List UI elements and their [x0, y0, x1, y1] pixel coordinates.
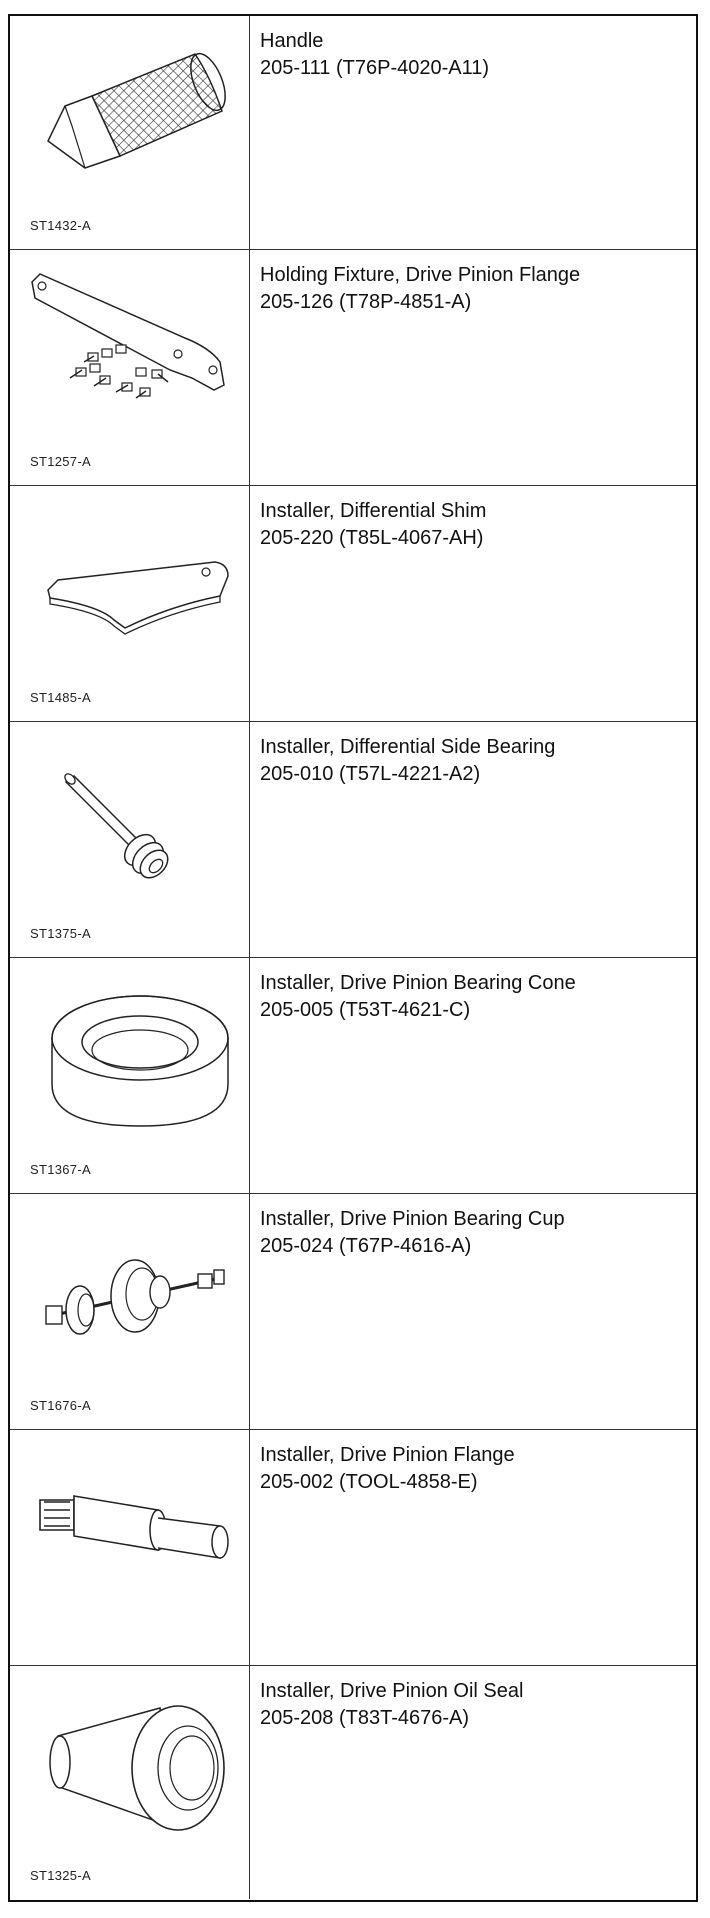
tool-illustration-cell — [10, 16, 250, 249]
handle-icon — [10, 16, 250, 216]
oil-seal-installer-icon — [10, 1666, 250, 1866]
tool-description-cell — [250, 1194, 696, 1429]
tool-number: 205-024 (T67P-4616-A) — [260, 1235, 472, 1257]
tool-number: 205-208 (T83T-4676-A) — [260, 1707, 470, 1729]
shim-installer-icon — [10, 486, 250, 686]
tool-name: Handle — [260, 30, 324, 52]
tool-illustration-cell — [10, 722, 250, 957]
tool-name: Installer, Drive Pinion Bearing Cone — [260, 972, 576, 994]
illustration-code: ST1676-A — [30, 1398, 91, 1413]
tool-name: Installer, Differential Shim — [260, 500, 487, 522]
table-row — [10, 485, 696, 721]
table-row — [10, 1665, 696, 1899]
table-row — [10, 1193, 696, 1429]
tool-name: Installer, Differential Side Bearing — [260, 736, 556, 758]
tool-number: 205-220 (T85L-4067-AH) — [260, 527, 484, 549]
tool-illustration-cell — [10, 250, 250, 485]
flange-installer-icon — [10, 1430, 250, 1630]
tool-number: 205-005 (T53T-4621-C) — [260, 999, 471, 1021]
tool-number: 205-111 (T76P-4020-A11) — [260, 57, 490, 79]
illustration-code: ST1257-A — [30, 454, 91, 469]
tool-illustration-cell — [10, 486, 250, 721]
table-row — [10, 957, 696, 1193]
tool-illustration-cell — [10, 1430, 250, 1665]
tool-illustration-cell — [10, 958, 250, 1193]
illustration-code: ST1375-A — [30, 926, 91, 941]
bearing-cup-installer-icon — [10, 1194, 250, 1394]
tool-description-cell — [250, 722, 696, 957]
illustration-code: ST1367-A — [30, 1162, 91, 1177]
table-row — [10, 1429, 696, 1665]
holding-fixture-icon — [10, 250, 250, 450]
table-row — [10, 249, 696, 485]
illustration-code: ST1325-A — [30, 1868, 91, 1883]
tool-description-cell — [250, 16, 696, 249]
illustration-code: ST1485-A — [30, 690, 91, 705]
tool-name: Installer, Drive Pinion Oil Seal — [260, 1680, 524, 1702]
tool-illustration-cell — [10, 1666, 250, 1899]
tool-name: Installer, Drive Pinion Bearing Cup — [260, 1208, 565, 1230]
illustration-code: ST1432-A — [30, 218, 91, 233]
tool-description-cell — [250, 1666, 696, 1899]
table-row — [10, 721, 696, 957]
tool-description-cell — [250, 958, 696, 1193]
tool-number: 205-010 (T57L-4221-A2) — [260, 763, 481, 785]
tool-description-cell — [250, 250, 696, 485]
side-bearing-installer-icon — [10, 722, 250, 922]
special-tools-table — [8, 14, 698, 1902]
tool-illustration-cell — [10, 1194, 250, 1429]
tool-number: 205-126 (T78P-4851-A) — [260, 291, 472, 313]
bearing-cone-installer-icon — [10, 958, 250, 1158]
tool-name: Installer, Drive Pinion Flange — [260, 1444, 515, 1466]
tool-description-cell — [250, 1430, 696, 1665]
tool-number: 205-002 (TOOL-4858-E) — [260, 1471, 478, 1493]
tool-name: Holding Fixture, Drive Pinion Flange — [260, 264, 581, 286]
table-row — [10, 16, 696, 249]
tool-description-cell — [250, 486, 696, 721]
